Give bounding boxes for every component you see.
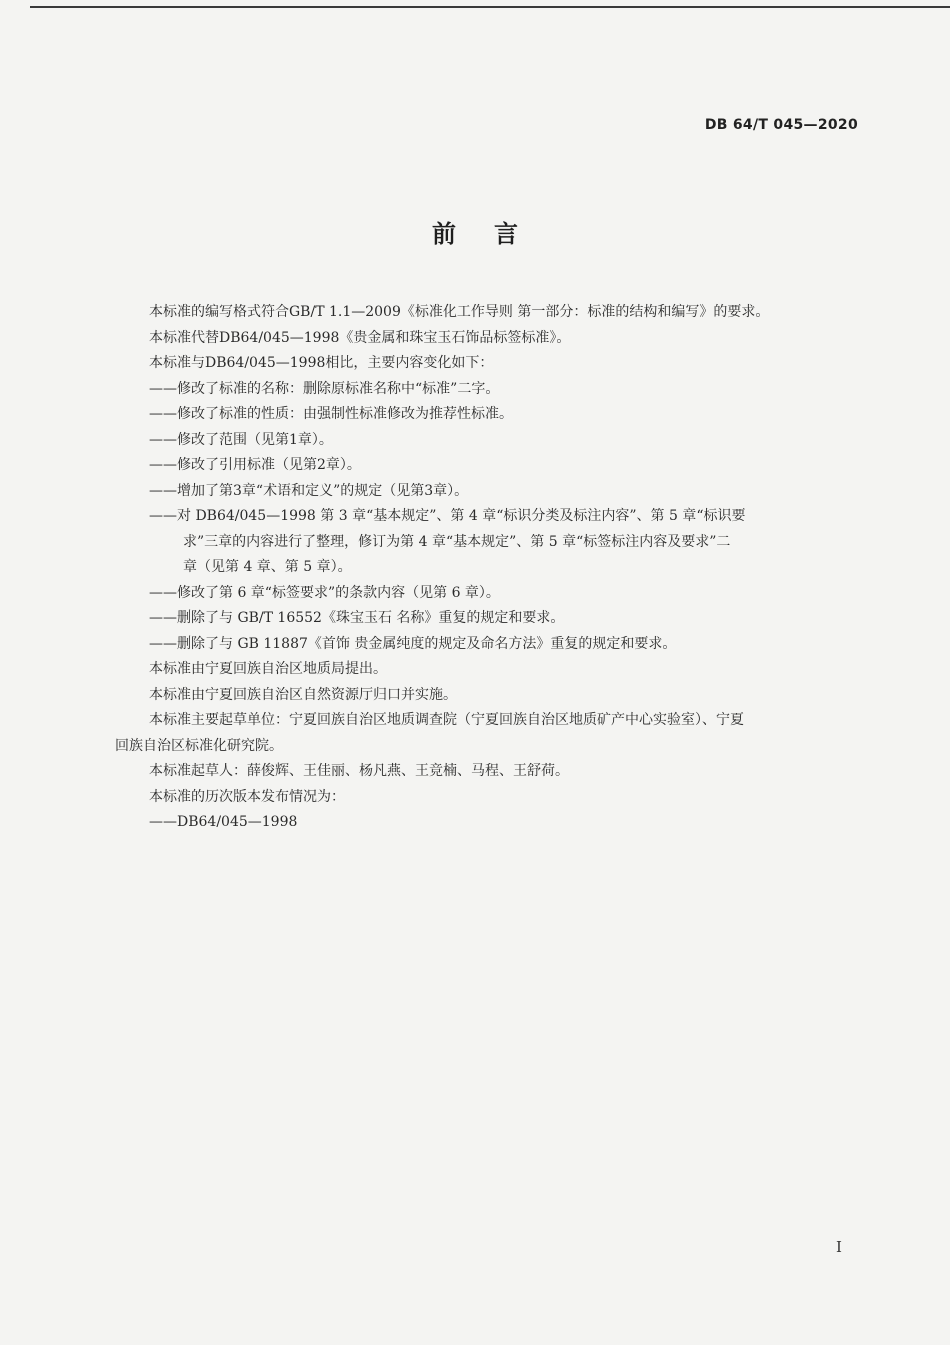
paragraph-format: 本标准的编写格式符合GB/T 1.1—2009《标准化工作导则 第一部分：标准的结构和编写》的要求。: [149, 304, 770, 320]
top-rule: [30, 6, 950, 8]
paragraph-changes-intro: 本标准与DB64/045—1998相比，主要内容变化如下：: [149, 355, 494, 371]
change-item-gemstone-names: ——删除了与 GB/T 16552《珠宝玉石 名称》重复的规定和要求。: [149, 610, 565, 626]
paragraph-proposed-by: 本标准由宁夏回族自治区地质局提出。: [149, 661, 387, 677]
history-item: ——DB64/045—1998: [149, 814, 298, 830]
change-item-references: ——修改了引用标准（见第2章）。: [149, 457, 361, 473]
paragraph-drafting-units-line-2: 回族自治区标准化研究院。: [115, 737, 283, 754]
change-item-terms: ——增加了第3章“术语和定义”的规定（见第3章）。: [149, 482, 469, 499]
change-item-restructure-line-2: 求”三章的内容进行了整理，修订为第 4 章“基本规定”、第 5 章“标签标注内容及要求”二: [183, 533, 731, 550]
change-item-label-requirements: ——修改了第 6 章“标签要求”的条款内容（见第 6 章）。: [149, 584, 500, 601]
page-title: 前言: [432, 220, 556, 248]
foreword-body: [115, 300, 860, 836]
paragraph-replaces: 本标准代替DB64/045—1998《贵金属和珠宝玉石饰品标签标准》。: [149, 329, 571, 346]
change-item-precious-metal: ——删除了与 GB 11887《首饰 贵金属纯度的规定及命名方法》重复的规定和要求。: [149, 635, 677, 652]
change-item-restructure-line-3: 章（见第 4 章、第 5 章）。: [183, 559, 352, 575]
paragraph-history-intro: 本标准的历次版本发布情况为：: [149, 788, 345, 805]
paragraph-drafters: 本标准起草人：薛俊辉、王佳丽、杨凡燕、王竞楠、马程、王舒荷。: [149, 763, 569, 779]
change-item-restructure-line-1: ——对 DB64/045—1998 第 3 章“基本规定”、第 4 章“标识分类及标注内容”、第 5 章“标识要: [149, 508, 746, 524]
page-number: I: [836, 1238, 842, 1256]
change-item-nature: ——修改了标准的性质：由强制性标准修改为推荐性标准。: [149, 406, 513, 422]
change-item-scope: ——修改了范围（见第1章）。: [149, 431, 333, 448]
document-code: DB 64/T 045—2020: [704, 117, 858, 133]
change-item-name: ——修改了标准的名称：删除原标准名称中“标准”二字。: [149, 380, 500, 397]
paragraph-administered-by: 本标准由宁夏回族自治区自然资源厅归口并实施。: [149, 686, 457, 703]
paragraph-drafting-units-line-1: 本标准主要起草单位：宁夏回族自治区地质调查院（宁夏回族自治区地质矿产中心实验室）、宁夏: [149, 712, 744, 728]
change-item-restructure: [115, 504, 860, 581]
paragraph-drafting-units: [115, 708, 860, 759]
